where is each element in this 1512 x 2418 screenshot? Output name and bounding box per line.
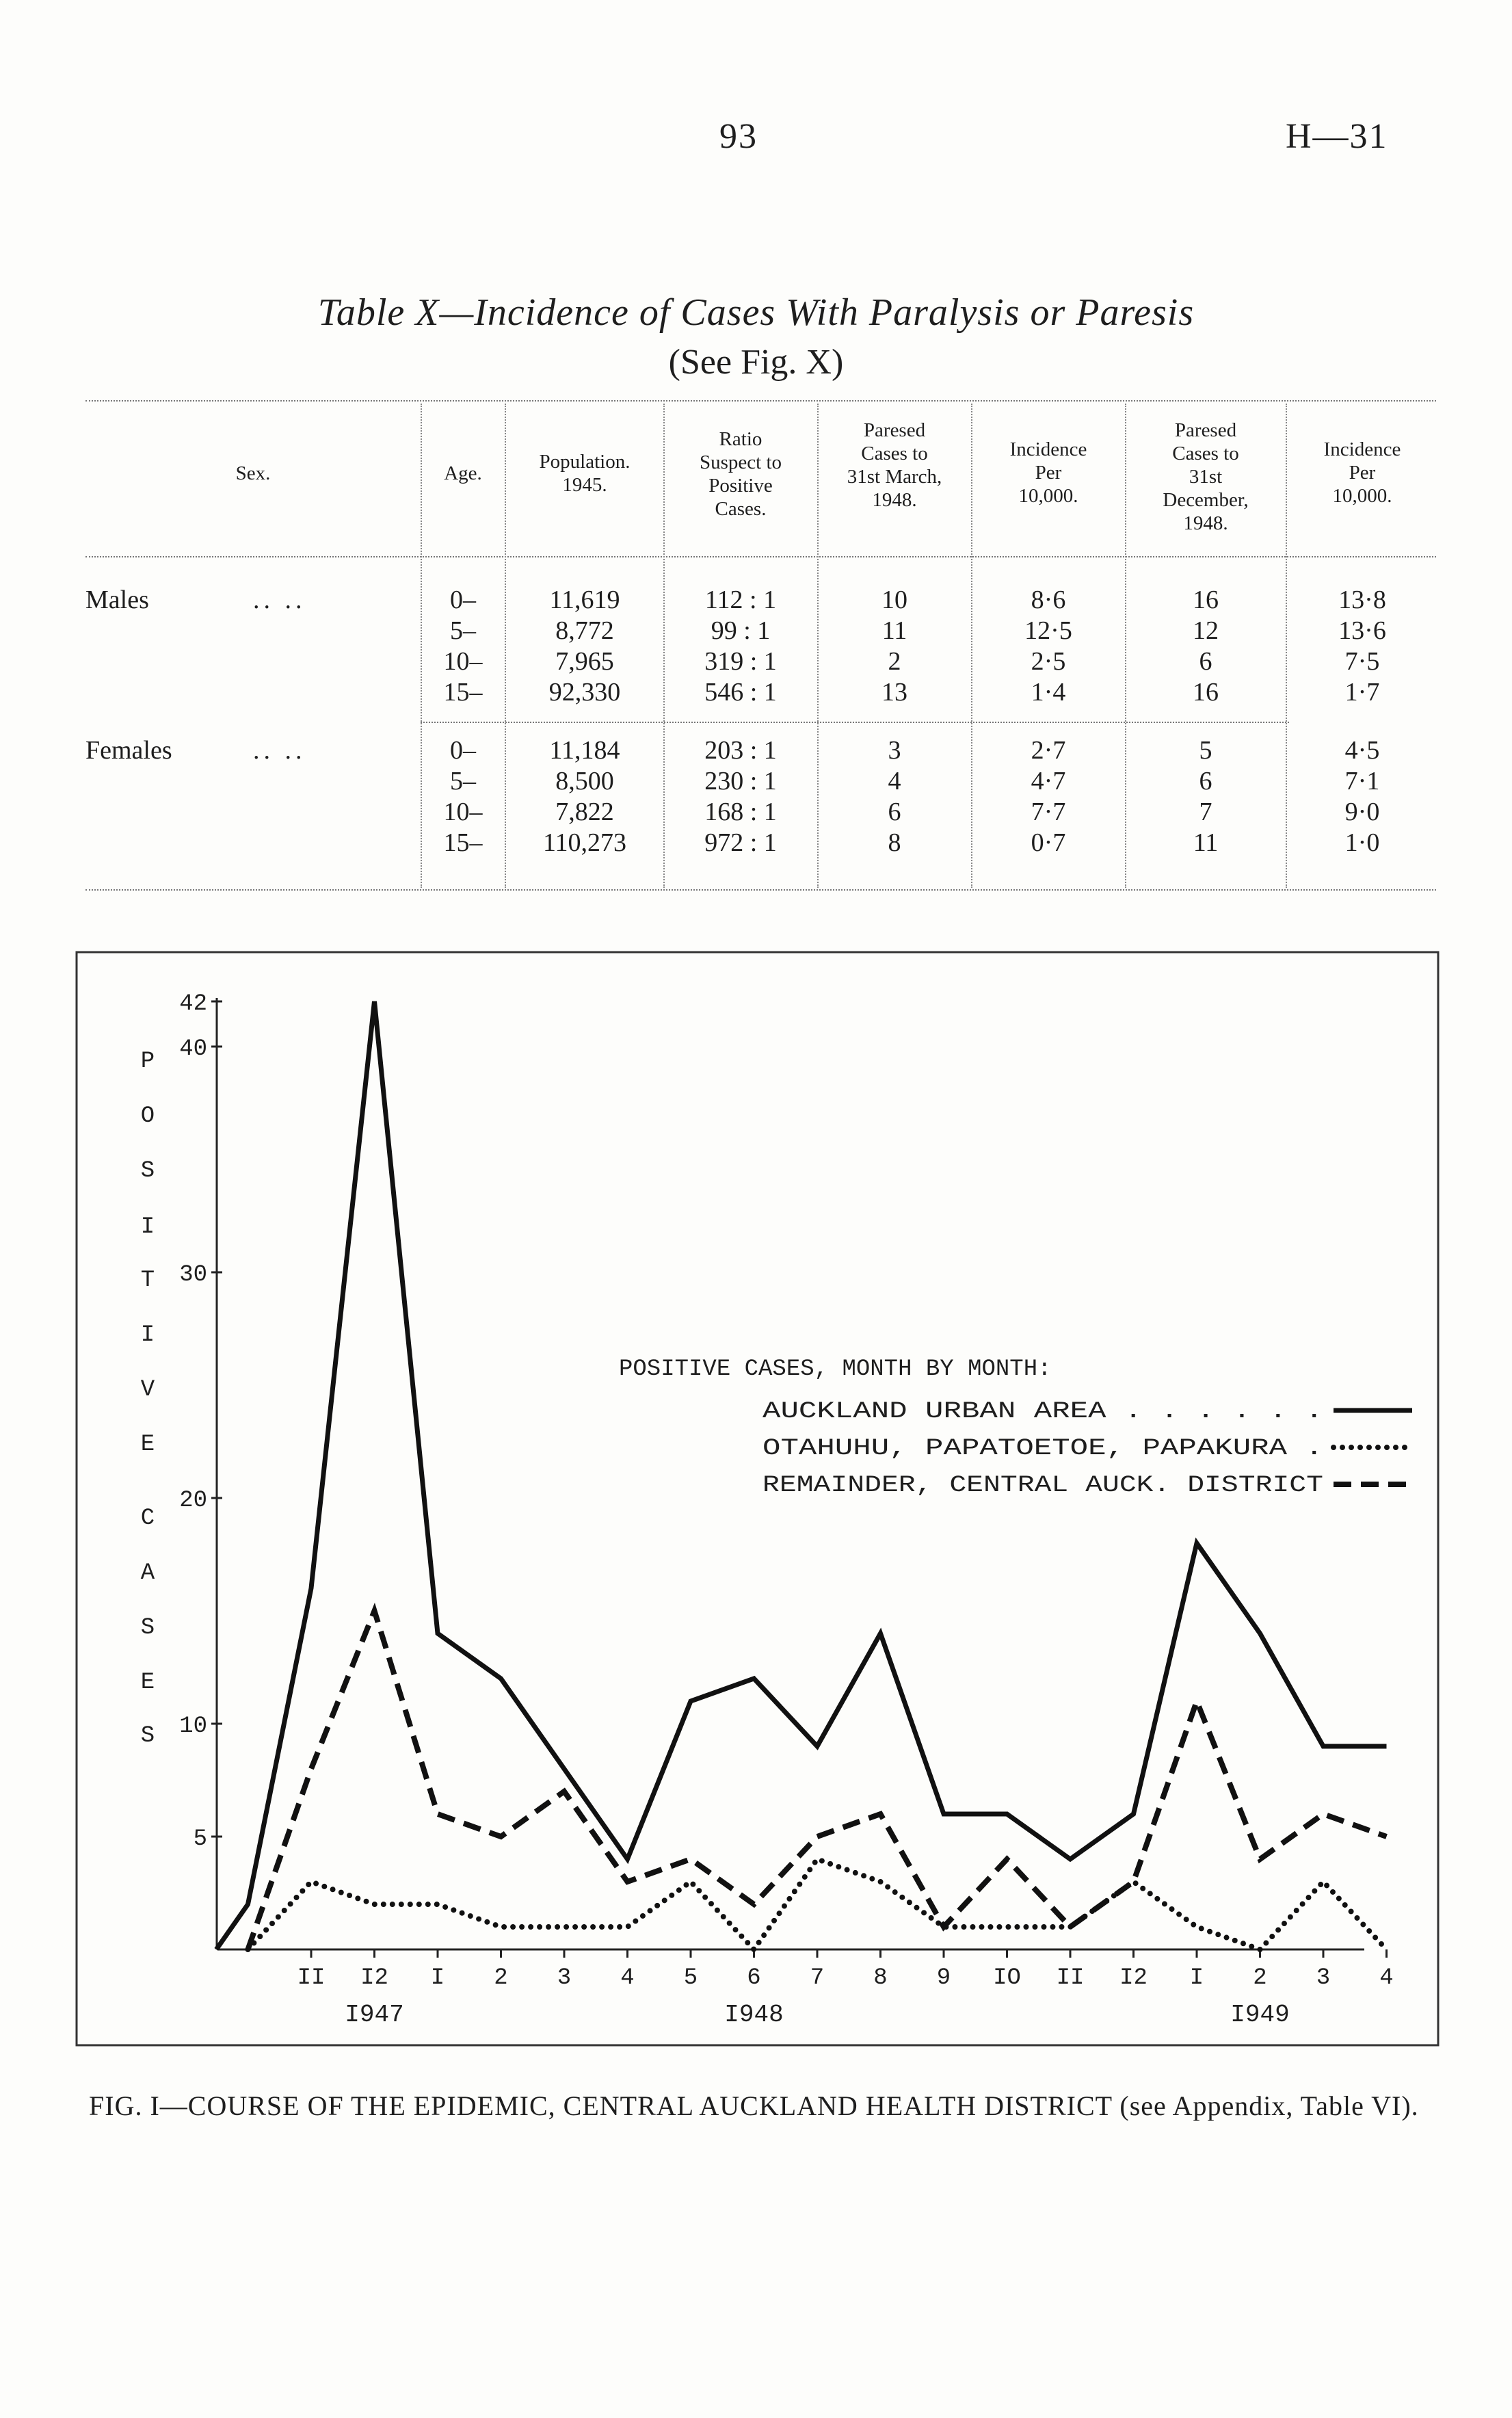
header-incidence-1: Incidence Per 10,000. (1009, 438, 1087, 507)
x-tick-label: I2 (1119, 1965, 1148, 1991)
table-top-rule (85, 400, 1436, 402)
group-label-females: Females (85, 736, 172, 765)
legend-title: POSITIVE CASES, MONTH BY MONTH: (619, 1356, 1052, 1382)
table-cell: 5– (450, 767, 476, 796)
table-cell: 7·5 (1344, 647, 1380, 676)
legend-entry-label: OTAHUHU, PAPATOETOE, PAPAKURA . (762, 1436, 1323, 1462)
table-cell: 7·1 (1344, 767, 1380, 796)
table-cell: 4 (888, 767, 901, 796)
table-bottom-rule (85, 889, 1436, 891)
y-axis-label-letter: E (140, 1670, 155, 1696)
table-title: Table X—Incidence of Cases With Paralysis or Paresis (317, 291, 1195, 334)
y-tick-label: 42 (179, 991, 207, 1017)
table-cell: 13·6 (1338, 616, 1386, 645)
year-label: I948 (724, 2001, 784, 2029)
header-paresed-march: Paresed Cases to 31st March, 1948. (847, 419, 942, 511)
table-header-rule (85, 556, 1436, 557)
header-age: Age. (444, 462, 482, 484)
legend-entry-label: REMAINDER, CENTRAL AUCK. DISTRICT (762, 1473, 1323, 1499)
table-cell: 7·7 (1031, 798, 1066, 826)
y-axis-label-letter: P (140, 1049, 155, 1075)
table-cell: 10 (881, 586, 907, 614)
x-tick-label: 9 (936, 1965, 951, 1991)
table-cell: 168 : 1 (704, 798, 777, 826)
leader-dots: .. .. (253, 736, 306, 765)
x-tick-label: 3 (1316, 1965, 1331, 1991)
table-cell: 16 (1193, 678, 1219, 707)
x-tick-label: 6 (747, 1965, 761, 1991)
x-tick-label: 7 (810, 1965, 825, 1991)
y-tick-label: 30 (179, 1262, 207, 1288)
page-number: 93 (719, 117, 758, 156)
table-cell: 546 : 1 (704, 678, 777, 707)
table-cell: 1·7 (1344, 678, 1380, 707)
x-tick-label: II (1056, 1965, 1085, 1991)
y-tick-label: 5 (193, 1826, 207, 1852)
table-cell: 8 (888, 828, 901, 857)
table-cell: 7,965 (555, 647, 614, 676)
table-cell: 10– (443, 798, 483, 826)
table-cell: 6 (1199, 767, 1212, 796)
table-cell: 5– (450, 616, 476, 645)
table-cell: 972 : 1 (704, 828, 777, 857)
series-line-dotted (248, 1859, 1387, 1949)
table-cell: 10– (443, 647, 483, 676)
table-cell: 92,330 (548, 678, 621, 707)
table-cell: 6 (1199, 647, 1212, 676)
leader-dots: .. .. (253, 586, 306, 614)
table-cell: 319 : 1 (704, 647, 777, 676)
header-population: Population. 1945. (539, 451, 631, 496)
table-cell: 2·7 (1031, 736, 1066, 765)
figure-caption: FIG. I—COURSE OF THE EPIDEMIC, CENTRAL AUCKLAND HEALTH DISTRICT (see Appendix, Table VI). (89, 2090, 1419, 2121)
legend-entry-label: AUCKLAND URBAN AREA . . . . . . (762, 1399, 1323, 1425)
table-subtitle: (See Fig. X) (668, 343, 844, 382)
x-tick-label: 5 (683, 1965, 698, 1991)
epidemic-line-chart (75, 951, 1440, 2059)
table-cell: 7 (1199, 798, 1212, 826)
y-axis-label-letter: S (140, 1723, 155, 1749)
header-sex: Sex. (235, 462, 271, 484)
x-tick-label: II (297, 1965, 326, 1991)
y-axis-label-letter: S (140, 1615, 155, 1641)
table-cell: 1·0 (1344, 828, 1380, 857)
y-tick-label: 10 (179, 1713, 207, 1739)
table-cell: 0– (450, 586, 476, 614)
x-tick-label: 4 (620, 1965, 635, 1991)
table-cell: 6 (888, 798, 901, 826)
y-axis-label-letter: A (140, 1560, 155, 1586)
y-axis-label-letter: E (140, 1432, 155, 1458)
x-tick-label: I (1189, 1965, 1204, 1991)
table-cell: 1·4 (1031, 678, 1066, 707)
chart-frame (77, 952, 1438, 2045)
y-axis-label-letter: S (140, 1158, 155, 1184)
table-cell: 2 (888, 647, 901, 676)
table-cell: 11,184 (549, 736, 620, 765)
table-cell: 12·5 (1024, 616, 1072, 645)
table-cell: 8,500 (555, 767, 614, 796)
y-axis-label-letter: V (140, 1377, 155, 1403)
table-cell: 4·5 (1344, 736, 1380, 765)
x-tick-label: 2 (1253, 1965, 1267, 1991)
table-cell: 11,619 (549, 586, 620, 614)
table-cell: 2·5 (1031, 647, 1066, 676)
table-cell: 16 (1193, 586, 1219, 614)
y-axis-label-letter: I (140, 1214, 155, 1240)
table-cell: 0·7 (1031, 828, 1066, 857)
y-axis-label-letter: O (140, 1103, 155, 1129)
year-label: I947 (345, 2001, 404, 2029)
table-cell: 9·0 (1344, 798, 1380, 826)
header-ratio: Ratio Suspect to Positive Cases. (699, 428, 782, 520)
page-code: H—31 (1286, 117, 1388, 156)
table-cell: 15– (443, 828, 483, 857)
table-cell: 11 (1193, 828, 1219, 857)
table-cell: 230 : 1 (704, 767, 777, 796)
table-cell: 13 (881, 678, 907, 707)
table-cell: 7,822 (555, 798, 614, 826)
x-tick-label: 3 (557, 1965, 572, 1991)
table-cell: 5 (1199, 736, 1212, 765)
y-axis-label-letter: T (140, 1267, 155, 1293)
y-tick-label: 20 (179, 1488, 207, 1514)
table-cell: 11 (881, 616, 907, 645)
header-incidence-2: Incidence Per 10,000. (1323, 438, 1401, 507)
header-paresed-december: Paresed Cases to 31st December, 1948. (1163, 419, 1249, 534)
table-group-rule (421, 722, 1289, 723)
x-tick-label: 4 (1379, 1965, 1394, 1991)
table-cell: 110,273 (542, 828, 627, 857)
table-cell: 12 (1193, 616, 1219, 645)
table-cell: 8,772 (555, 616, 614, 645)
y-axis-label-letter: I (140, 1322, 155, 1348)
x-tick-label: I (430, 1965, 445, 1991)
table-cell: 203 : 1 (704, 736, 777, 765)
table-cell: 112 : 1 (704, 586, 777, 614)
x-tick-label: IO (993, 1965, 1021, 1991)
year-label: I949 (1230, 2001, 1290, 2029)
group-label-males: Males (85, 586, 149, 614)
x-tick-label: 8 (873, 1965, 888, 1991)
table-cell: 99 : 1 (711, 616, 771, 645)
table-cell: 4·7 (1031, 767, 1066, 796)
table-cell: 3 (888, 736, 901, 765)
y-tick-label: 40 (179, 1036, 207, 1062)
table-cell: 0– (450, 736, 476, 765)
x-tick-label: 2 (494, 1965, 508, 1991)
table-cell: 15– (443, 678, 483, 707)
series-line-dashed (248, 1611, 1387, 1949)
x-tick-label: I2 (360, 1965, 388, 1991)
y-axis-label-letter: C (140, 1506, 155, 1532)
table-cell: 8·6 (1031, 586, 1066, 614)
table-cell: 13·8 (1338, 586, 1386, 614)
